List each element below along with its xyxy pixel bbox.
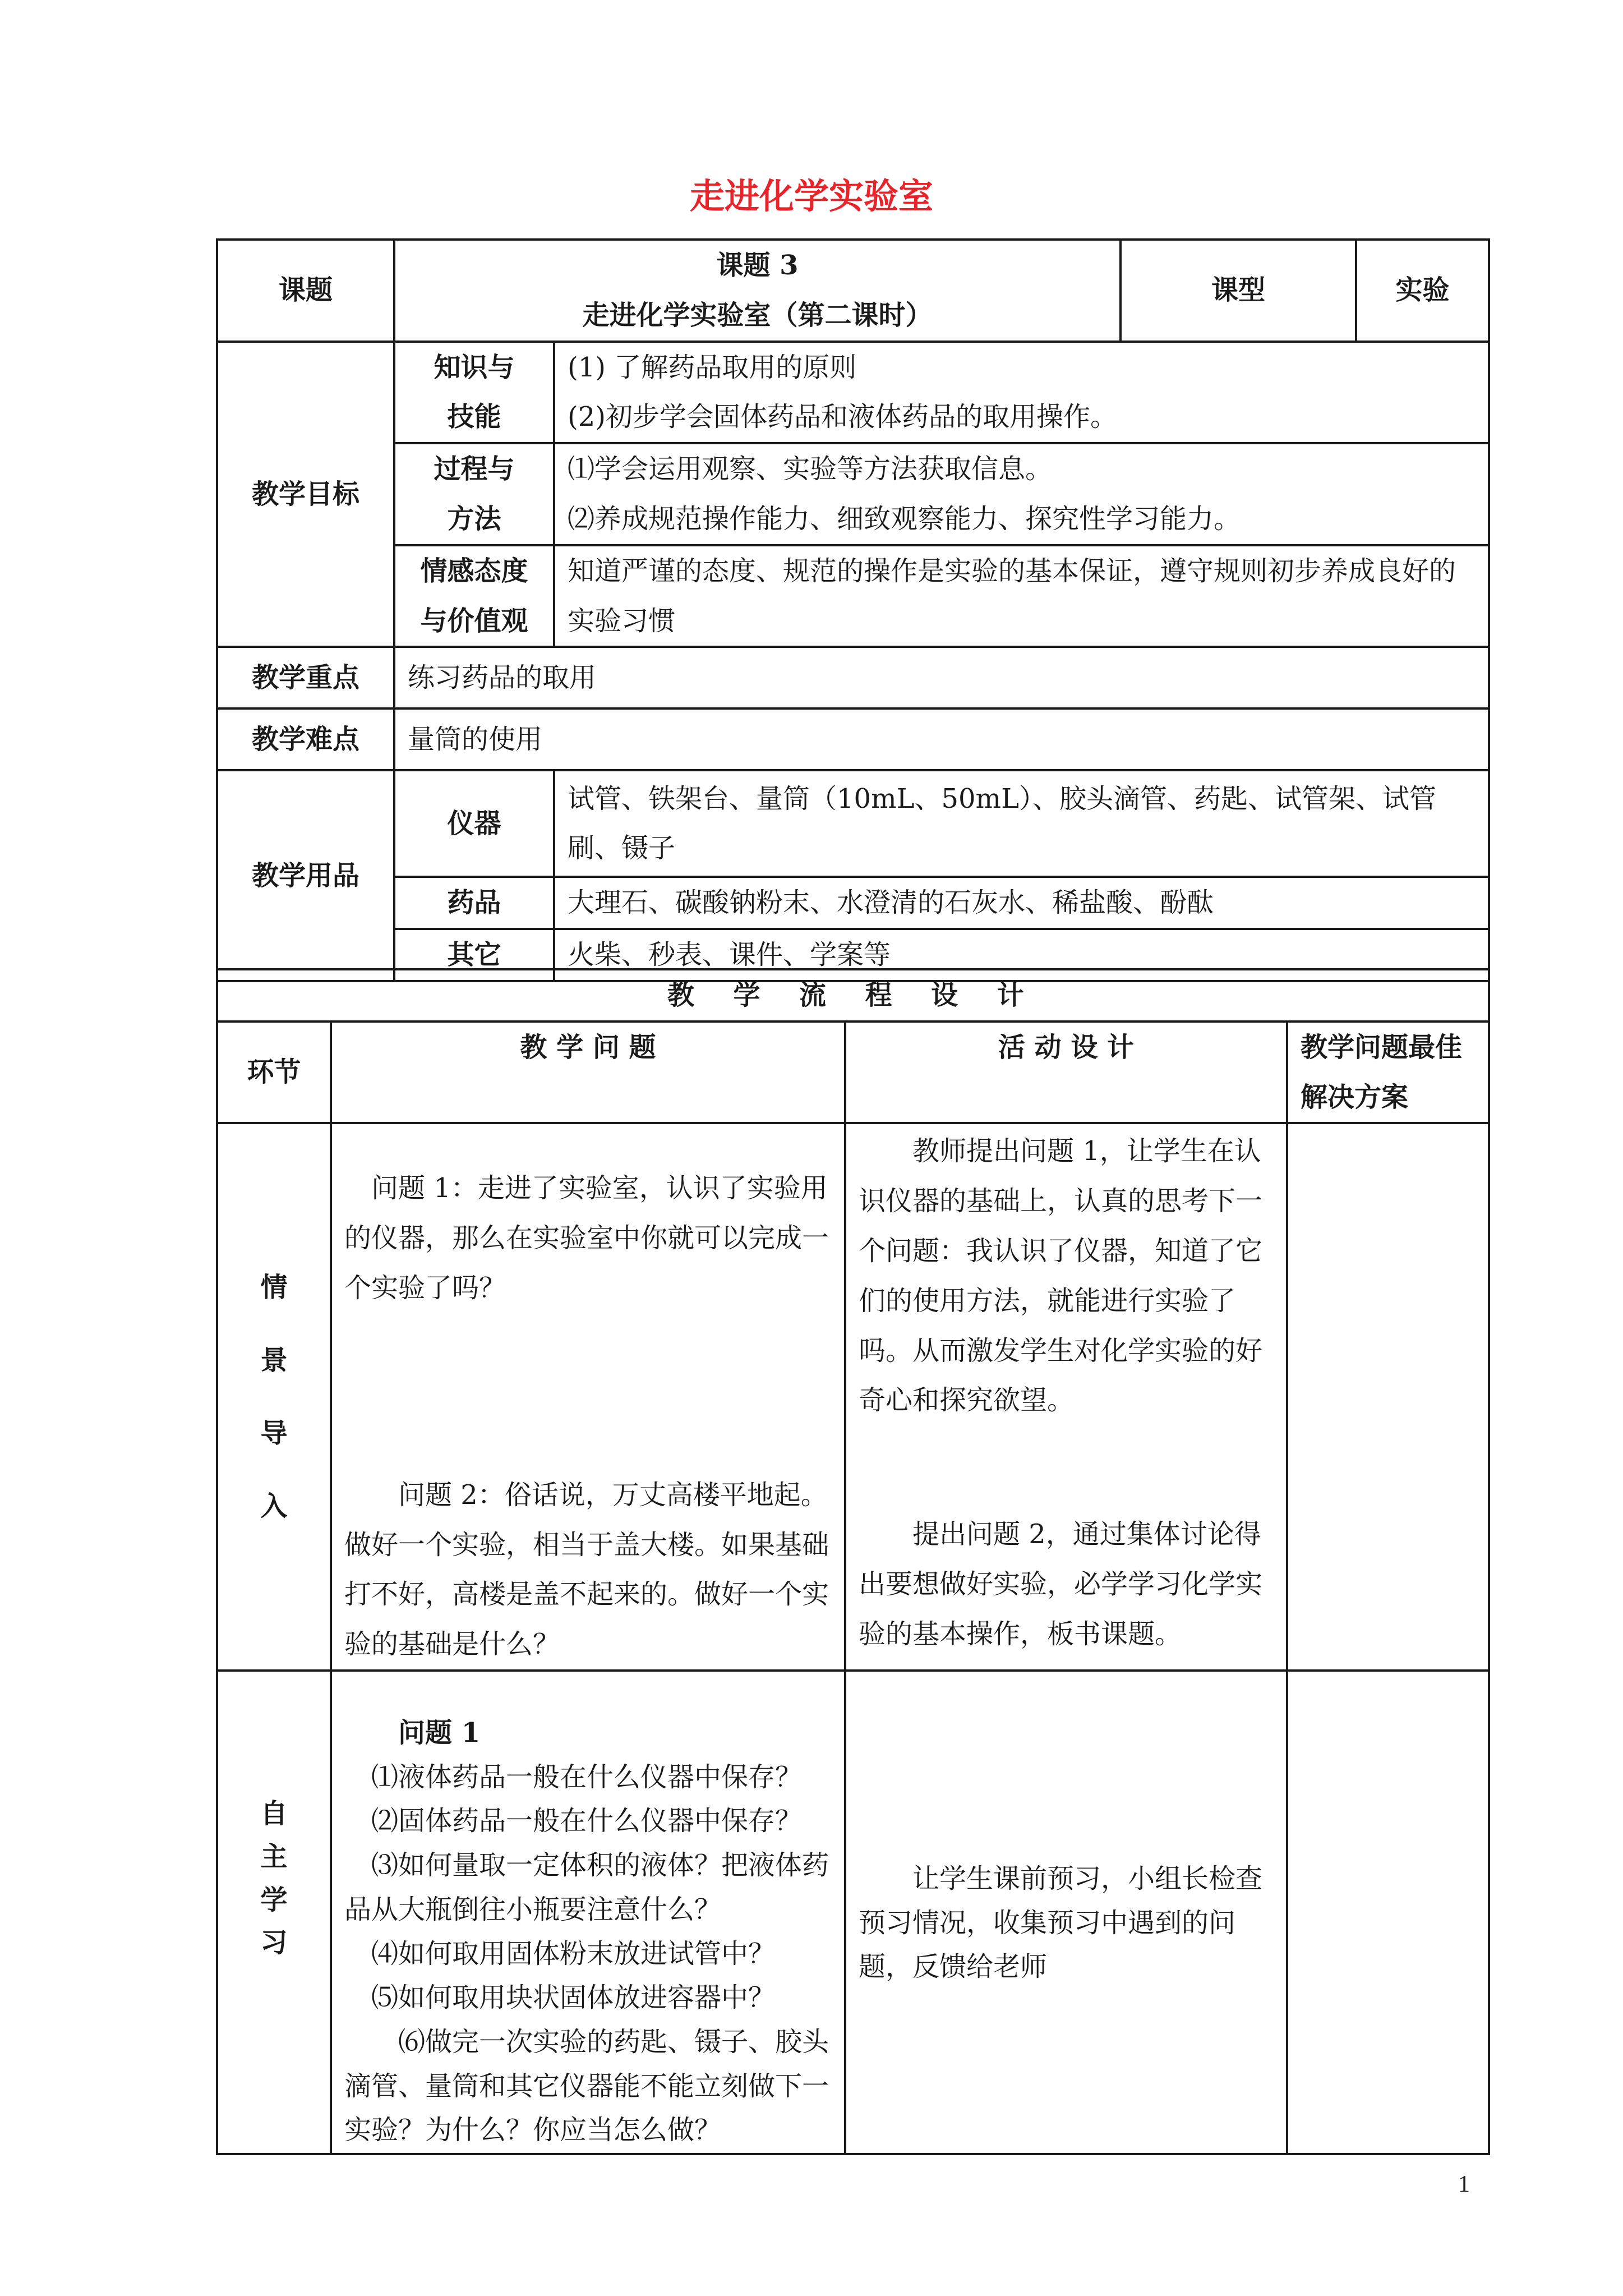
objectives-label: 教学目标 [217, 342, 394, 647]
type-label: 课型 [1121, 240, 1356, 342]
self-study-item-4: ⑷如何取用固体粉末放进试管中？ [371, 1938, 776, 1970]
self-study-activity-cell [845, 1671, 1287, 2154]
document-title: 走进化学实验室 [689, 176, 933, 217]
objective-process-line-2: ⑵养成规范操作能力、细致观察能力、探究性学习能力。 [568, 503, 1241, 535]
materials-instruments-label: 仪器 [394, 770, 554, 877]
self-study-item-1: ⑴液体药品一般在什么仪器中保存？ [371, 1761, 803, 1793]
page-number: 1 [1458, 2171, 1470, 2197]
materials-chemicals-value: 大理石、碳酸钠粉末、水澄清的石灰水、稀盐酸、酚酞 [554, 877, 1489, 929]
objective-process-content [554, 443, 1489, 545]
scenario-activities-cell [845, 1123, 1287, 1671]
self-study-activity: 让学生课前预习，小组长检查预习情况，收集预习中遇到的问题，反馈给老师 [859, 1862, 1263, 1983]
scenario-question-1: 问题 1：走进了实验室，认识了实验用的仪器，那么在实验室中你就可以完成一个实验了吗？ [344, 1172, 829, 1304]
self-study-item-5: ⑸如何取用块状固体放进容器中？ [371, 1982, 776, 2014]
materials-instruments-value: 试管、铁架台、量筒（10mL、50mL）、胶头滴管、药匙、试管架、试管刷、镊子 [554, 770, 1489, 877]
materials-other-value: 火柴、秒表、课件、学案等 [554, 929, 1489, 981]
stage-scenario-intro: 情 景 导 入 [217, 1123, 331, 1671]
self-study-item-3: ⑶如何量取一定体积的液体？把液体药品从大瓶倒往小瓶要注意什么？ [344, 1849, 829, 1925]
self-study-item-6: ⑹做完一次实验的药匙、镊子、胶头滴管、量筒和其它仪器能不能立刻做下一实验？为什么？你应当怎么做？ [344, 2026, 829, 2146]
objective-knowledge-line-2: (2)初步学会固体药品和液体药品的取用操作。 [568, 401, 1117, 433]
objective-process-label: 过程与 方法 [394, 443, 554, 545]
materials-label: 教学用品 [217, 770, 394, 981]
lesson-info-table [216, 238, 1490, 982]
teaching-flow-table [216, 968, 1490, 2155]
objective-attitude-content: 知道严谨的态度、规范的操作是实验的基本保证，遵守规则初步养成良好的实验习惯 [554, 545, 1489, 647]
objective-attitude-label: 情感态度 与价值观 [394, 545, 554, 647]
materials-chemicals-label: 药品 [394, 877, 554, 929]
key-point-label: 教学重点 [217, 647, 394, 708]
scenario-solution-cell [1287, 1123, 1489, 1671]
flow-col-activity: 活 动 设 计 [845, 1022, 1287, 1124]
scenario-question-2: 问题 2：俗话说，万丈高楼平地起。做好一个实验，相当于盖大楼。如果基础打不好，高楼是盖不起来的。做好一个实验的基础是什么？ [344, 1479, 829, 1660]
scenario-questions-cell [331, 1123, 845, 1671]
type-value: 实验 [1356, 240, 1489, 342]
topic-line-1: 课题 3 [716, 250, 799, 281]
objective-knowledge-label: 知识与 技能 [394, 342, 554, 444]
flow-col-question: 教 学 问 题 [331, 1022, 845, 1124]
flow-col-solution: 教学问题最佳解决方案 [1287, 1022, 1489, 1124]
objective-knowledge-line-1: (1) 了解药品取用的原则 [568, 351, 857, 383]
flow-title: 教 学 流 程 设 计 [217, 969, 1489, 1022]
topic-line-2: 走进化学实验室（第二课时） [582, 299, 933, 331]
self-study-question-title: 问题 1 [398, 1717, 481, 1749]
scenario-activity-1: 教师提出问题 1，让学生在认识仪器的基础上，认真的思考下一个问题：我认识了仪器，知道了它们的使用方法，就能进行实验了吗。从而激发学生对化学实验的好奇心和探究欲望。 [859, 1135, 1263, 1416]
key-point-value: 练习药品的取用 [394, 647, 1489, 708]
self-study-solution-cell [1287, 1671, 1489, 2154]
difficulty-value: 量筒的使用 [394, 708, 1489, 770]
scenario-activity-2: 提出问题 2，通过集体讨论得出要想做好实验，必学学习化学实验的基本操作，板书课题。 [859, 1519, 1263, 1650]
materials-other-label: 其它 [394, 929, 554, 981]
objective-knowledge-content [554, 342, 1489, 444]
self-study-item-2: ⑵固体药品一般在什么仪器中保存？ [371, 1805, 803, 1837]
stage-self-study: 自 主 学 习 [217, 1671, 331, 2154]
objective-process-line-1: ⑴学会运用观察、实验等方法获取信息。 [568, 453, 1053, 485]
difficulty-label: 教学难点 [217, 708, 394, 770]
flow-col-stage: 环节 [217, 1022, 331, 1124]
topic-title-cell [394, 240, 1121, 342]
topic-label: 课题 [217, 240, 394, 342]
self-study-questions-cell [331, 1671, 845, 2154]
